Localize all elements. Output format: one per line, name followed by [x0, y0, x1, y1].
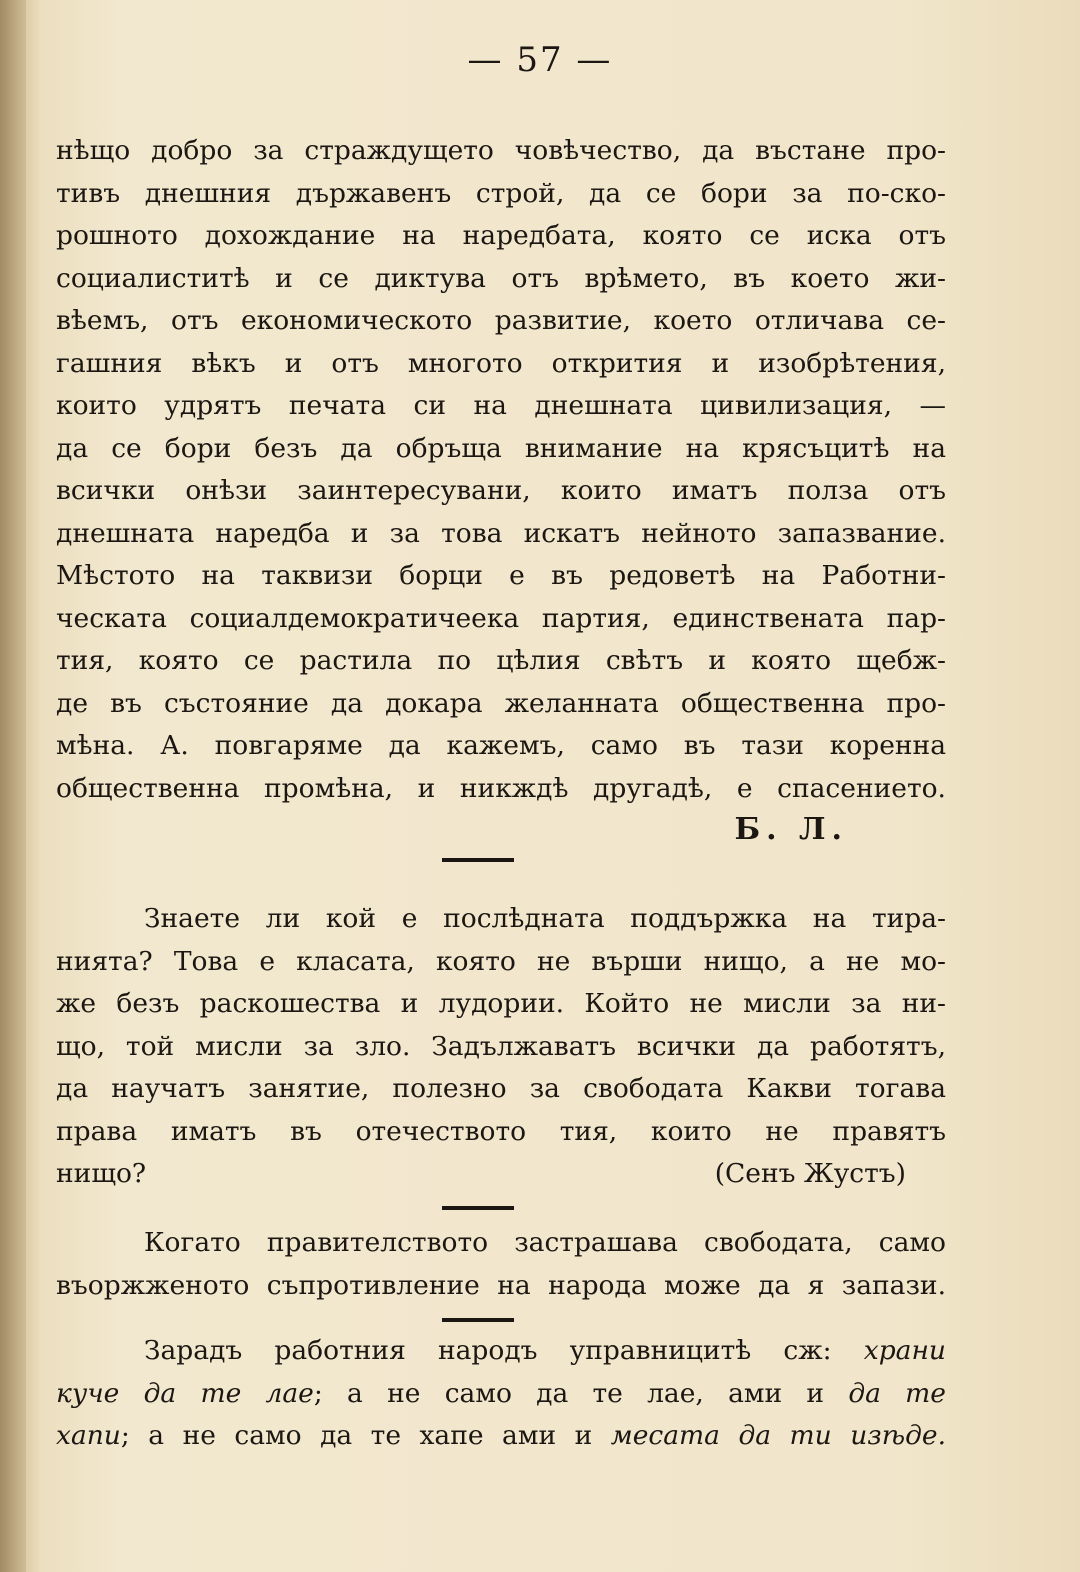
italic-span: храни	[863, 1335, 946, 1366]
text-line: тивъ днешния държавенъ строй, да се бори за по-ско-	[56, 177, 946, 209]
text-line: же безъ раскошества и лудории. Който не мисли за ни-	[56, 988, 946, 1019]
text-span: ; а не само да те хапе ами и	[120, 1420, 593, 1451]
text-line: социалиститѣ и се диктува отъ врѣмето, въ което жи-	[56, 262, 946, 294]
italic-span: куче да те лае	[56, 1377, 314, 1409]
italic-span: месата да ти изѣде.	[610, 1420, 946, 1451]
author-initials: Б. Л.	[734, 812, 848, 847]
text-line: Мѣстото на таквизи борци е въ редоветѣ на Работни-	[56, 560, 946, 591]
text-line: всички онѣзи заинтересувани, които иматъ полза отъ	[56, 475, 946, 506]
text-span: нищо?	[56, 1158, 147, 1189]
text-line	[56, 1373, 946, 1416]
paragraph-resistance	[56, 1222, 946, 1307]
italic-span: хапи	[56, 1420, 121, 1451]
paragraph-tyranny	[56, 898, 946, 1196]
text-line: въоржженото съпротивление на народа може да я запази.	[56, 1269, 946, 1301]
page-binding-shadow	[0, 0, 26, 1572]
quote-author: (Сенъ Жустъ)	[714, 1158, 906, 1189]
section-divider	[442, 1206, 514, 1210]
text-line: рошното дохождание на наредбата, която се иска отъ	[56, 220, 946, 251]
text-span: Зарадъ работния народъ управницитѣ сж:	[144, 1335, 832, 1366]
text-line: де въ състояние да докара желанната общественна про-	[56, 687, 946, 719]
text-line: да научатъ занятие, полезно за свободата Какви тогава	[56, 1073, 946, 1104]
section-divider	[442, 1318, 514, 1322]
paragraph-rulers	[56, 1330, 946, 1458]
text-line: ческата социалдемократичеека партия, единствената пар-	[56, 602, 946, 634]
text-span: ; а не само да те лае, ами и	[313, 1377, 825, 1409]
text-line: права иматъ въ отечеството тия, които не правятъ	[56, 1115, 946, 1147]
paragraph-socialism	[56, 130, 946, 810]
text-line: Знаете ли кой е послѣдната поддържка на тира-	[144, 903, 946, 934]
text-line: да се бори безъ да обръща внимание на крясъцитѣ на	[56, 432, 946, 464]
text-line: тия, която се растила по цѣлия свѣтъ и която щебж-	[56, 645, 946, 676]
text-line: нѣщо добро за страждущето човѣчество, да въстане про-	[56, 135, 946, 166]
text-line: мѣна. А. повгаряме да кажемъ, само въ тази коренна	[56, 730, 946, 761]
text-line: що, той мисли за зло. Задължаватъ всички да работятъ,	[56, 1030, 946, 1062]
italic-span: да те	[848, 1377, 946, 1409]
text-line: които удрятъ печата си на днешната цивилизация, —	[56, 390, 946, 421]
text-line	[56, 1415, 946, 1458]
text-line	[56, 1330, 946, 1373]
text-line: общественна промѣна, и никждѣ другадѣ, е спасението.	[56, 772, 946, 804]
text-line: гашния вѣкъ и отъ многото открития и изобрѣтения,	[56, 347, 946, 379]
page-number: — 57 —	[467, 40, 613, 80]
text-line: вѣемъ, отъ економическото развитие, което отличава се-	[56, 305, 946, 336]
text-line: нията? Това е класата, която не върши нищо, а не мо-	[56, 945, 946, 977]
text-line	[56, 1153, 946, 1196]
text-line: Когато правителството застрашава свободата, само	[144, 1227, 946, 1258]
text-line: днешната наредба и за това искатъ нейното запазвание.	[56, 517, 946, 549]
section-divider	[442, 858, 514, 862]
